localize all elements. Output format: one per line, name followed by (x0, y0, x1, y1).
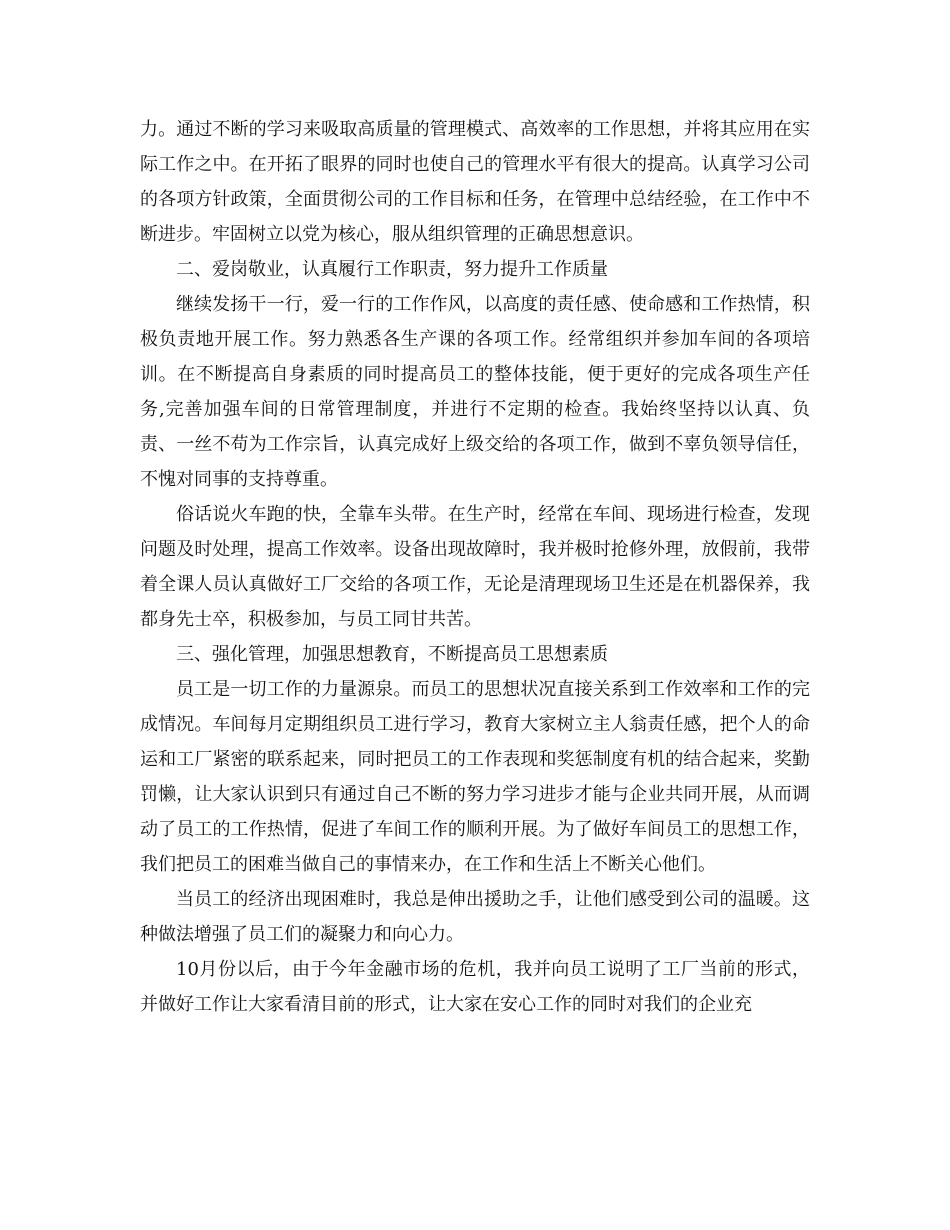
section-heading-3: 三、强化管理，加强思想教育，不断提高员工思想素质 (176, 644, 608, 665)
paragraph: 俗话说火车跑的快，全靠车头带。在生产时，经常在车间、现场进行检查，发现问题及时处理，提高工作效率。设备出现故障时，我并极时抢修外理，放假前，我带着全课人员认真做好工厂交给的各项工作，无论是清理现场卫生还是在机器保养，我都身先士卒，积极参加，与员工同甘共苦。 (140, 504, 810, 630)
paragraph: 继续发扬干一行，爱一行的工作作风，以高度的责任感、使命感和工作热情，积极负责地开展工作。努力熟悉各生产课的各项工作。经常组织并参加车间的各项培训。在不断提高自身素质的同时提高员工的整体技能，便于更好的完成各项生产任务,完善加强车间的日常管理制度，并进行不定期的检查。我始终坚持以认真、负责、一丝不苟为工作宗旨，认真完成好上级交给的各项工作，做到不辜负领导信任，不愧对同事的支持尊重。 (140, 294, 810, 490)
paragraph: 10月份以后，由于今年金融市场的危机，我并向员工说明了工厂当前的形式，并做好工作让大家看清目前的形式，让大家在安心工作的同时对我们的企业充 (140, 959, 810, 1015)
paragraph: 当员工的经济出现困难时，我总是伸出援助之手，让他们感受到公司的温暖。这种做法增强了员工们的凝聚力和向心力。 (140, 889, 810, 945)
document-body (140, 112, 810, 1022)
paragraph: 员工是一切工作的力量源泉。而员工的思想状况直接关系到工作效率和工作的完成情况。车间每月定期组织员工进行学习，教育大家树立主人翁责任感，把个人的命运和工厂紧密的联系起来，同时把员工的工作表现和奖惩制度有机的结合起来，奖勤罚懒，让大家认识到只有通过自己不断的努力学习进步才能与企业共同开展，从而调动了员工的工作热情，促进了车间工作的顺利开展。为了做好车间员工的思想工作，我们把员工的困难当做自己的事情来办，在工作和生活上不断关心他们。 (140, 679, 810, 875)
section-heading-2: 二、爱岗敬业，认真履行工作职责，努力提升工作质量 (176, 259, 608, 280)
paragraph-continuation: 力。通过不断的学习来吸取高质量的管理模式、高效率的工作思想，并将其应用在实际工作之中。在开拓了眼界的同时也使自己的管理水平有很大的提高。认真学习公司的各项方针政策，全面贯彻公司的工作目标和任务，在管理中总结经验，在工作中不断进步。牢固树立以党为核心，服从组织管理的正确思想意识。 (140, 119, 810, 245)
